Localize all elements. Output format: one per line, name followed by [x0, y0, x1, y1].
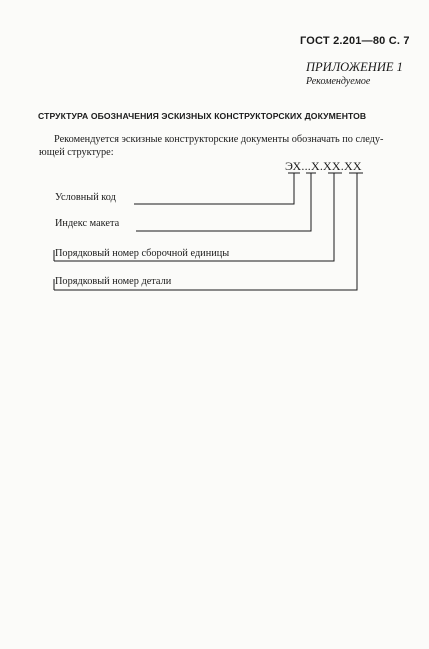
section-title: СТРУКТУРА ОБОЗНАЧЕНИЯ ЭСКИЗНЫХ КОНСТРУКТОРСКИХ ДОКУМЕНТОВ [38, 111, 367, 121]
designation-code: ЭХ...Х.ХХ.ХХ [285, 159, 362, 173]
label-assembly-number: Порядковый номер сборочной единицы [55, 248, 230, 259]
leader-line-conditional-code [134, 173, 294, 204]
paragraph-line-1: Рекомендуется эскизные конструкторские документы обозначать по следу- [54, 134, 384, 145]
label-layout-index: Индекс макета [55, 218, 120, 229]
standard-code: ГОСТ 2.201—80 С. 7 [300, 35, 410, 47]
paragraph-line-2: ющей структуре: [39, 147, 114, 158]
appendix-status: Рекомендуемое [306, 76, 371, 87]
label-part-number: Порядковый номер детали [55, 276, 172, 287]
label-conditional-code: Условный код [55, 192, 116, 203]
leader-line-layout-index [136, 173, 311, 231]
appendix-title: ПРИЛОЖЕНИЕ 1 [306, 60, 403, 74]
leader-line-assembly-number [54, 173, 334, 261]
